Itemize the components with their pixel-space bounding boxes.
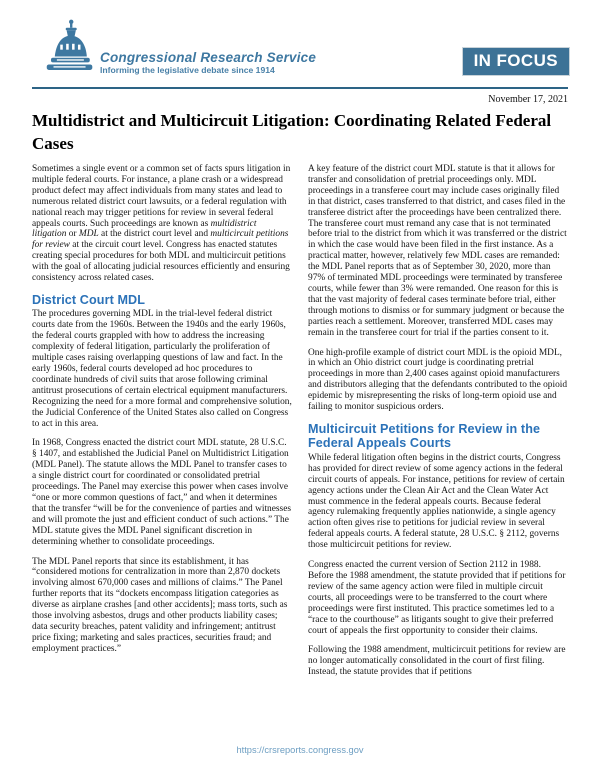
in-focus-badge: IN FOCUS [462, 47, 570, 76]
footer [0, 740, 600, 758]
paragraph: The procedures governing MDL in the trial-level federal district courts date from the 1960s. Between the 1940s and the early 1960s, the federal courts grappled with how to address the increasing complexity of federal litigation, particularly the proliferation of multiple cases raising overlapping questions of law and fact. In the early 1960s, federal courts developed ad hoc procedures to coordinate hundreds of civil suits that arose following criminal antitrust prosecutions of certain electrical equipment manufacturers. Recognizing the need for a more formal and comprehensive solution, the Judicial Conference of the United States also called on Congress to act in this area. [32, 309, 292, 429]
paragraph: The MDL Panel reports that since its establishment, it has “considered motions for centralization in more than 2,870 dockets involving almost 670,000 cases and millions of claims.” The Panel further reports that its “dockets encompass litigation categories as diverse as airplane crashes [and other accidents]; mass torts, such as those involving asbestos, drugs and other products liability cases; data security breaches, patent validity and infringement; antitrust price fixing; marketing and sales practices, securities fraud; and employment practices.” [32, 556, 288, 654]
paragraph: In 1968, Congress enacted the district court MDL statute, 28 U.S.C. § 1407, and established the Judicial Panel on Multidistrict Litigation (MDL Panel). The statute allows the MDL Panel to transfer cases to a single district court for coordinated or consolidated pretrial proceedings. The Panel may exercise this power when cases involve “one or more common questions of fact,” and when it determines that the transfer “will be for the convenience of parties and witnesses and will promote the just and efficient conduct of such actions.” The MDL statute gives the MDL Panel significant discretion in determining whether to consolidate proceedings. [32, 438, 292, 547]
crs-logo [40, 18, 316, 78]
paragraph: Congress enacted the current version of Section 2112 in 1988. Before the 1988 amendment, the statute provided that if petitions for review of the same agency action were filed in multiple circuit courts, all proceedings were to be transferred to the court where proceedings were first instituted. This practice sometimes led to a “race to the courthouse” as litigants sought to give their preferred court of appeals the first opportunity to consider their claims. [308, 560, 566, 636]
capitol-dome-icon [40, 18, 94, 78]
logo-text [100, 50, 316, 78]
paragraph: A key feature of the district court MDL statute is that it allows for transfer and consolidation of pretrial proceedings only. MDL proceedings in a transferee court may include cases originally filed in that district, cases transferred to that district, and cases filed in the transferee district after the proceedings have been centralized there. The transferee court must remand any case that is not terminated before trial to the district from which it was transferred or the district in which the case would have been filed in the first instance. As a practical matter, however, relatively few MDL cases are remanded: the MDL Panel reports that as of September 30, 2020, more than 97% of terminated MDL proceedings were terminated by transferee courts, while fewer than 3% were remanded. One reason for this is that the vast majority of federal cases terminate before trial, either through motions to dismiss or for summary judgment or because the parties reach a settlement. Moreover, transferred MDL cases may remain in the transferee court for trial if the parties consent to it. [308, 164, 567, 338]
paragraph: While federal litigation often begins in the district courts, Congress has provided for direct review of some agency actions in the federal circuit courts of appeals. For instance, petitions for review of certain agency actions under the Clean Air Act and the Clean Water Act must commence in the federal appeals courts. Because federal agency rulemaking frequently applies nationwide, a single agency action often gives rise to petitions for judicial review in several federal appeals courts. A federal statute, 28 U.S.C. § 2112, governs those multicircuit petitions for review. [308, 452, 565, 551]
paragraph: One high-profile example of district court MDL is the opioid MDL, in which an Ohio district court judge is coordinating pretrial proceedings in more than 2,400 cases against opioid manufacturers and distributors alleging that the defendants contributed to the opioid epidemic by misrepresenting the risks of long-term opioid use and failing to monitor suspicious orders. [308, 347, 568, 413]
section-heading-district-court-mdl: District Court MDL [32, 292, 146, 307]
right-column [308, 164, 568, 687]
org-name: Congressional Research Service [100, 50, 317, 65]
left-column [32, 164, 292, 687]
paragraph: Following the 1988 amendment, multicircuit petitions for review are no longer automatically consolidated in the court of first filing. Instead, the statute provides that if petitions [308, 645, 566, 678]
intro-paragraph: Sometimes a single event or a common set of facts spurs litigation in multiple federal courts. For instance, a plane crash or a widespread product defect may affect individuals from many states and lead to numerous related district court lawsuits, or a federal regulation with national reach may trigger petitions for review in several federal appeals courts. Such proceedings are known as multidistrict litigation or MDL at the district court level and multicircuit petitions for review at the circuit court level. Congress has enacted statutes creating special procedures for both MDL and multicircuit petitions with the goal of allocating judicial resources efficiently and ensuring consistency across related cases. [32, 164, 291, 284]
publication-date: November 17, 2021 [488, 94, 568, 105]
crs-reports-link[interactable]: https://crsreports.congress.gov [236, 745, 364, 755]
body-columns [32, 164, 568, 687]
page-title: Multidistrict and Multicircuit Litigation: Coordinating Related Federal Cases [32, 111, 552, 153]
header-divider [32, 87, 568, 89]
section-heading-multicircuit-petitions: Multicircuit Petitions for Review in the Federal Appeals Courts [308, 421, 541, 451]
org-tagline: Informing the legislative debate since 1914 [100, 65, 275, 75]
